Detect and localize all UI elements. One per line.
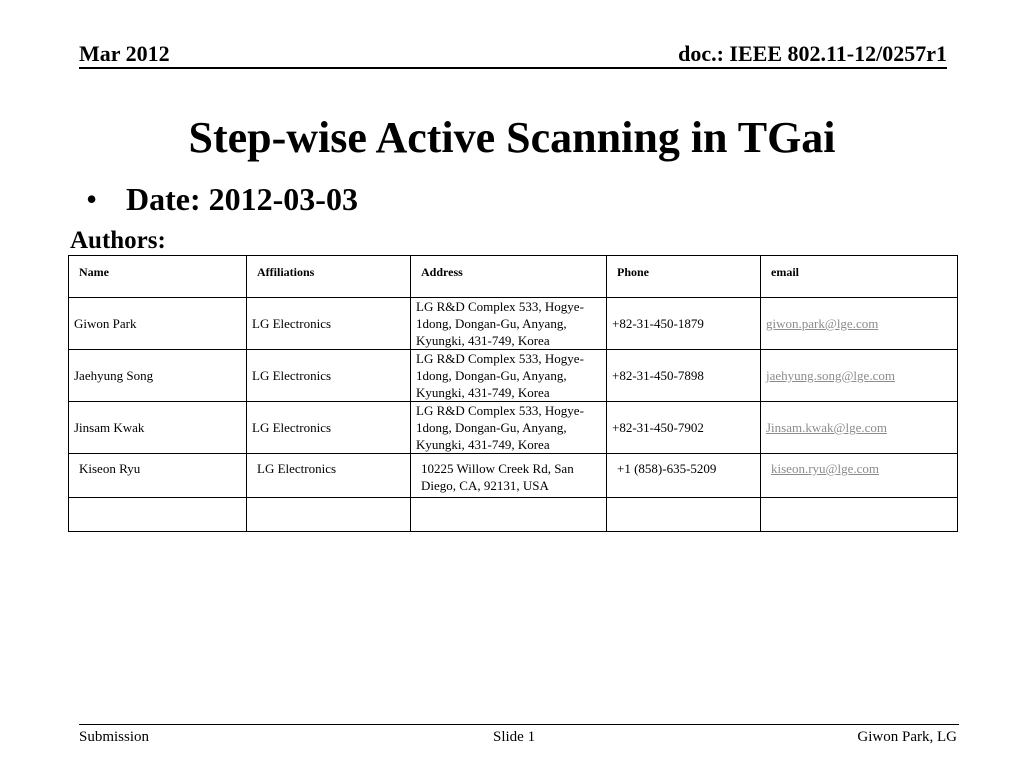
author-affiliation: LG Electronics	[247, 402, 411, 454]
author-email-link[interactable]: giwon.park@lge.com	[766, 316, 879, 331]
authors-table	[68, 255, 958, 532]
slide-title: Step-wise Active Scanning in TGai	[188, 113, 836, 162]
empty-cell	[761, 498, 958, 532]
author-email-cell	[761, 350, 958, 402]
author-phone: +82-31-450-7898	[607, 350, 761, 402]
author-address: 10225 Willow Creek Rd, San Diego, CA, 92131, USA	[411, 454, 607, 498]
author-name: Jinsam Kwak	[69, 402, 247, 454]
header-date: Mar 2012	[79, 41, 170, 66]
author-name: Kiseon Ryu	[69, 454, 247, 498]
author-email-cell	[761, 298, 958, 350]
column-header-address: Address	[411, 256, 607, 298]
date-bullet	[86, 179, 358, 219]
author-email-cell	[761, 402, 958, 454]
empty-cell	[247, 498, 411, 532]
author-address: LG R&D Complex 533, Hogye-1dong, Dongan-Gu, Anyang, Kyungki, 431-749, Korea	[411, 298, 607, 350]
author-affiliation: LG Electronics	[247, 350, 411, 402]
column-header-phone: Phone	[607, 256, 761, 298]
table-row	[69, 454, 958, 498]
table-row-empty	[69, 498, 958, 532]
footer-divider	[79, 724, 959, 725]
header-doc-id: doc.: IEEE 802.11-12/0257r1	[678, 41, 947, 66]
footer-slide-number: Slide 1	[493, 729, 536, 745]
author-phone: +82-31-450-1879	[607, 298, 761, 350]
author-phone: +1 (858)-635-5209	[607, 454, 761, 498]
author-name: Giwon Park	[69, 298, 247, 350]
author-email-link[interactable]: kiseon.ryu@lge.com	[771, 461, 880, 476]
table-header-row	[69, 256, 958, 298]
author-address: LG R&D Complex 533, Hogye-1dong, Dongan-Gu, Anyang, Kyungki, 431-749, Korea	[411, 350, 607, 402]
author-address: LG R&D Complex 533, Hogye-1dong, Dongan-Gu, Anyang, Kyungki, 431-749, Korea	[411, 402, 607, 454]
table-row	[69, 350, 958, 402]
author-phone: +82-31-450-7902	[607, 402, 761, 454]
empty-cell	[607, 498, 761, 532]
footer-author: Giwon Park, LG	[857, 729, 957, 745]
table-row	[69, 402, 958, 454]
author-email-link[interactable]: jaehyung.song@lge.com	[766, 368, 895, 383]
header-divider	[79, 67, 947, 69]
table-row	[69, 298, 958, 350]
author-email-cell	[761, 454, 958, 498]
author-affiliation: LG Electronics	[247, 454, 411, 498]
column-header-affiliations: Affiliations	[247, 256, 411, 298]
column-header-email: email	[761, 256, 958, 298]
author-name: Jaehyung Song	[69, 350, 247, 402]
column-header-name: Name	[69, 256, 247, 298]
author-email-link[interactable]: Jinsam.kwak@lge.com	[766, 420, 888, 435]
authors-label: Authors:	[70, 227, 166, 254]
date-text: Date: 2012-03-03	[126, 181, 358, 217]
footer-submission: Submission	[79, 729, 150, 745]
empty-cell	[411, 498, 607, 532]
bullet-icon: •	[86, 181, 98, 217]
empty-cell	[69, 498, 247, 532]
author-affiliation: LG Electronics	[247, 298, 411, 350]
